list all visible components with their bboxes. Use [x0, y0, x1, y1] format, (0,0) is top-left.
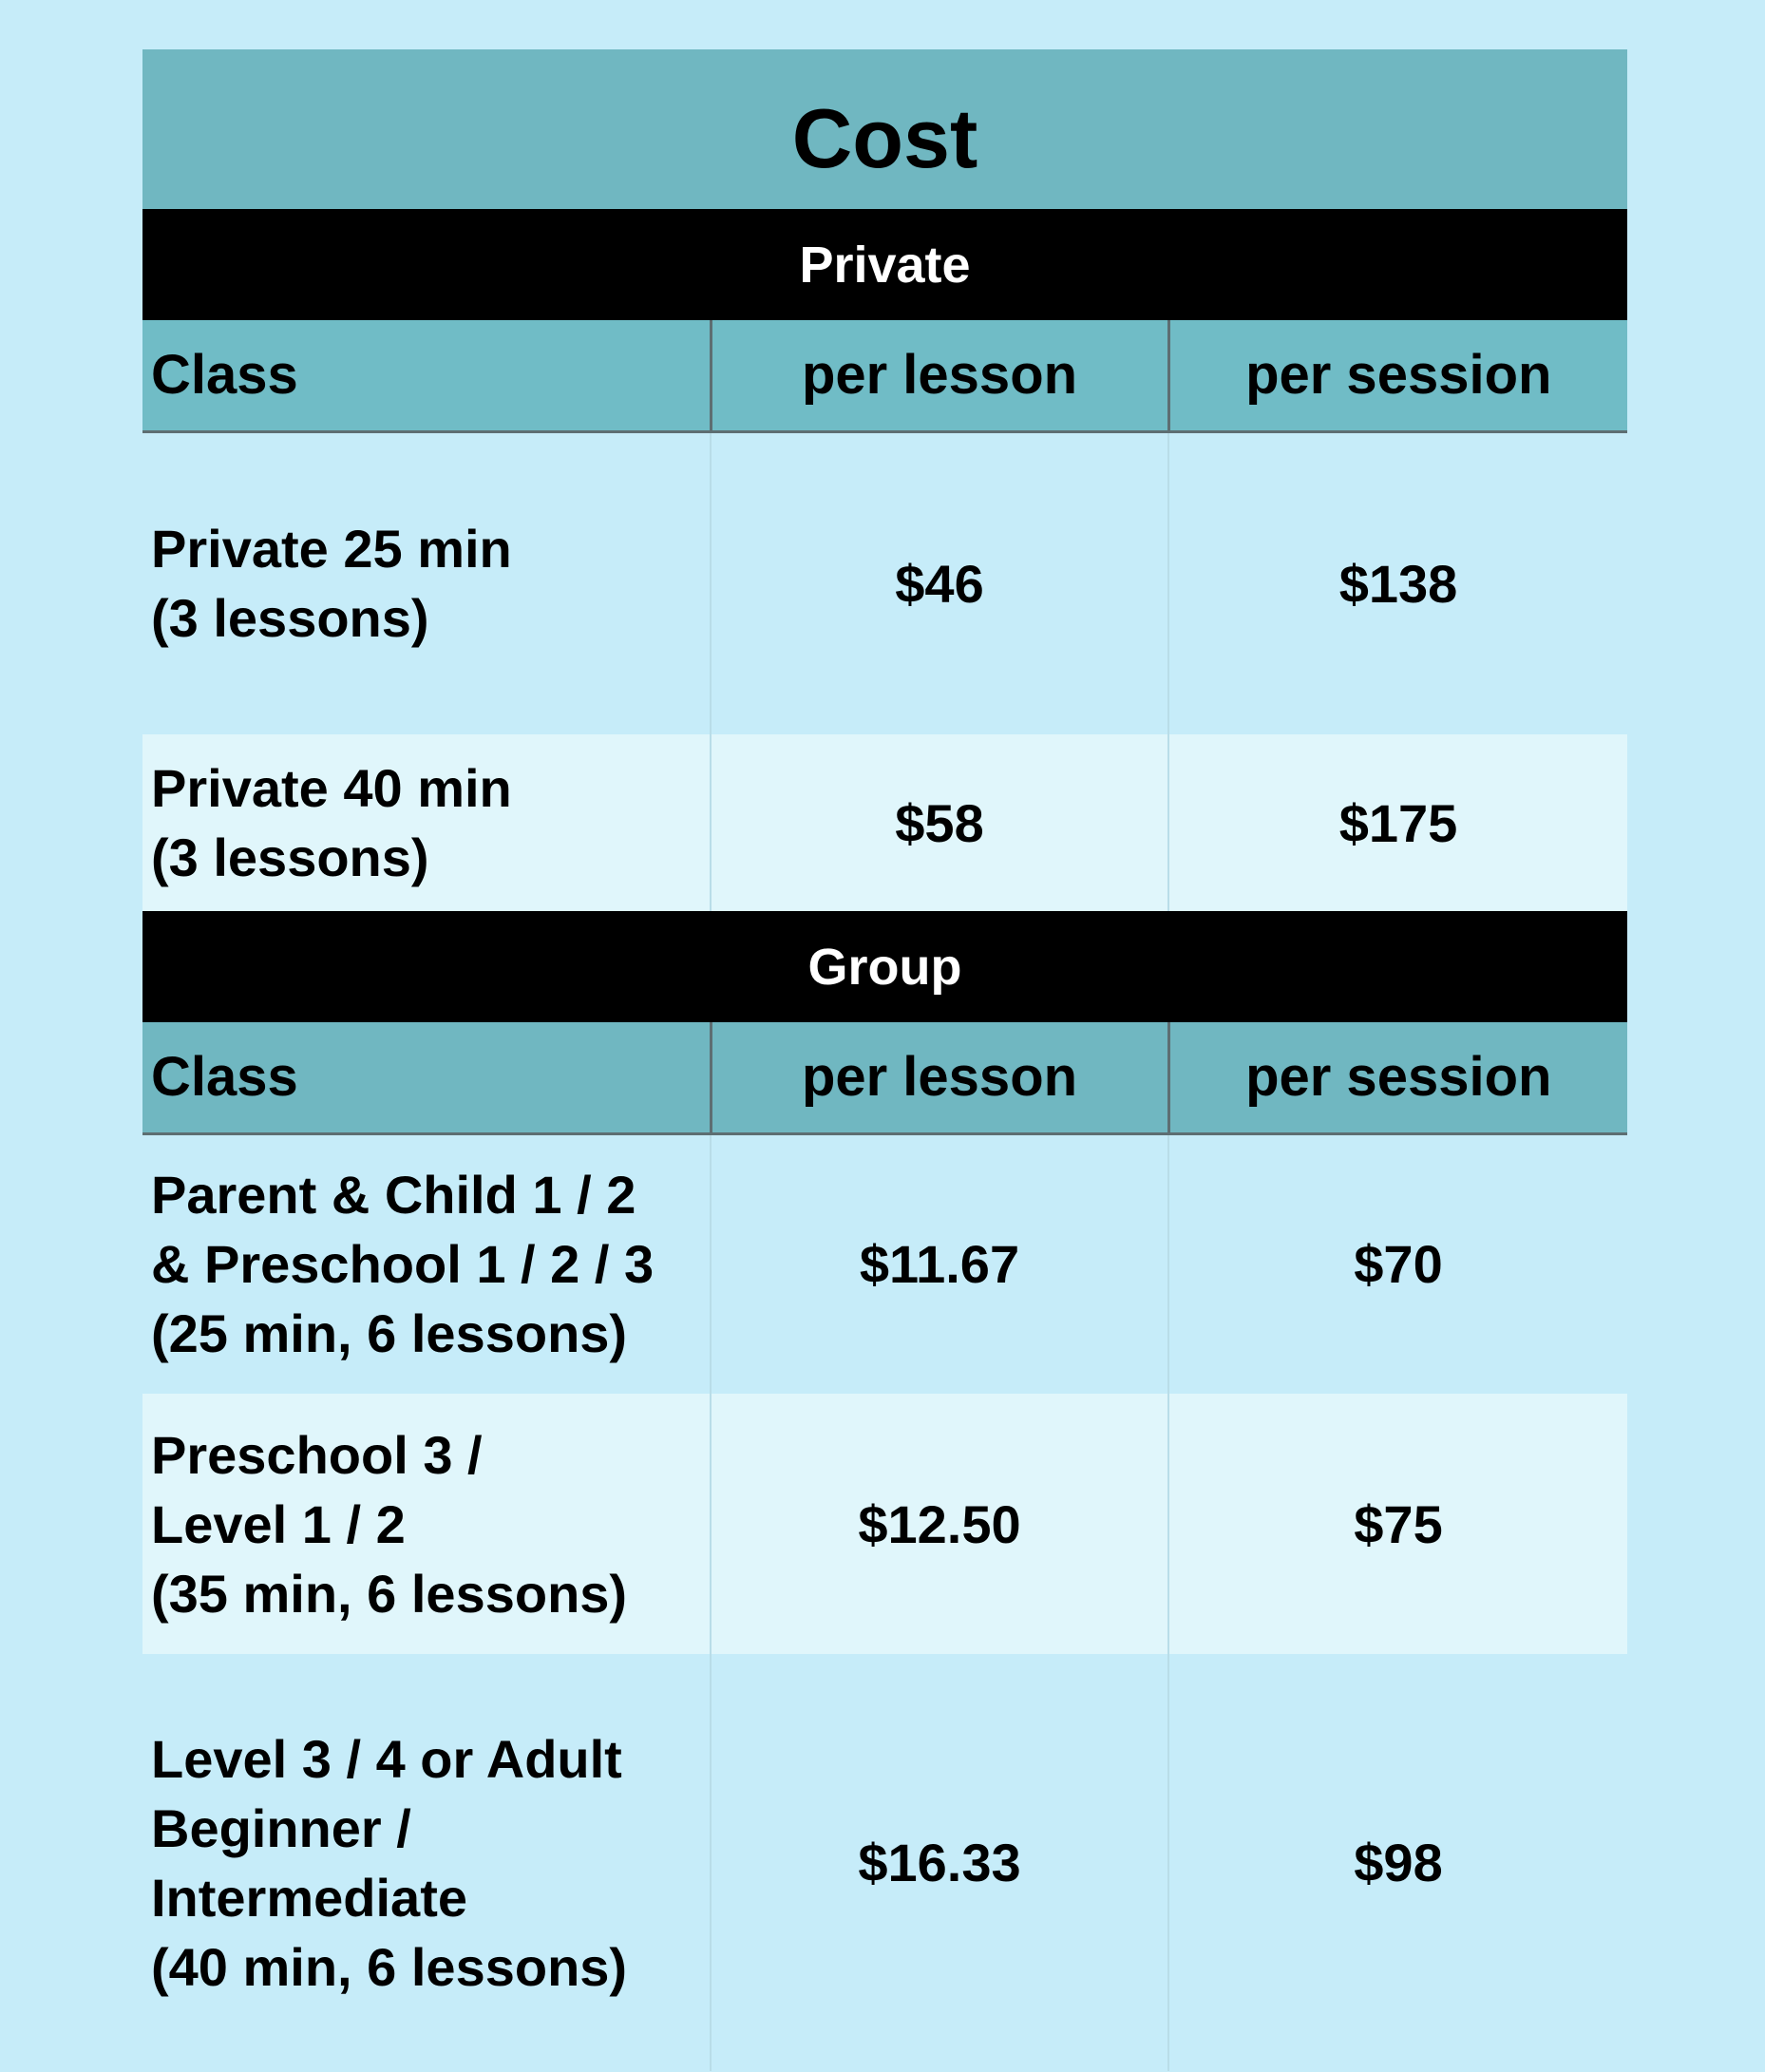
- header-per-lesson: per lesson: [711, 1022, 1168, 1133]
- table-row: [142, 431, 1627, 734]
- class-cell: [142, 1394, 711, 1654]
- per-lesson-cell: $16.33: [711, 1654, 1168, 2071]
- table-row: [142, 1654, 1627, 2071]
- per-lesson-cell: $12.50: [711, 1394, 1168, 1654]
- class-line: Beginner /: [151, 1797, 411, 1858]
- title-row: [142, 49, 1627, 209]
- class-line: Private 25 min: [151, 519, 512, 580]
- per-lesson-cell: $46: [711, 431, 1168, 734]
- per-session-cell: $75: [1168, 1394, 1627, 1654]
- class-line: (40 min, 6 lessons): [151, 1936, 628, 1997]
- per-session-cell: $175: [1168, 734, 1627, 911]
- section-label-private: Private: [142, 209, 1627, 320]
- header-row-private: [142, 320, 1627, 431]
- header-class: Class: [142, 320, 711, 431]
- header-per-lesson: per lesson: [711, 320, 1168, 431]
- table-title: Cost: [142, 49, 1627, 209]
- class-line: Level 1 / 2: [151, 1493, 406, 1554]
- header-row-group: [142, 1022, 1627, 1133]
- class-line: Preschool 3 /: [151, 1424, 483, 1485]
- header-per-session: per session: [1168, 320, 1627, 431]
- class-cell: [142, 1133, 711, 1394]
- per-lesson-cell: $58: [711, 734, 1168, 911]
- per-session-cell: $138: [1168, 431, 1627, 734]
- table-row: [142, 734, 1627, 911]
- class-cell: [142, 431, 711, 734]
- per-session-cell: $70: [1168, 1133, 1627, 1394]
- class-cell: [142, 734, 711, 911]
- class-cell: [142, 1654, 711, 2071]
- class-line: (35 min, 6 lessons): [151, 1563, 628, 1624]
- class-line: (3 lessons): [151, 588, 429, 649]
- class-line: (25 min, 6 lessons): [151, 1303, 628, 1364]
- class-line: Level 3 / 4 or Adult: [151, 1728, 622, 1789]
- class-line: & Preschool 1 / 2 / 3: [151, 1234, 655, 1295]
- section-row-group: [142, 911, 1627, 1022]
- class-line: Parent & Child 1 / 2: [151, 1165, 636, 1226]
- header-class: Class: [142, 1022, 711, 1133]
- section-row-private: [142, 209, 1627, 320]
- class-line: (3 lessons): [151, 827, 429, 887]
- header-per-session: per session: [1168, 1022, 1627, 1133]
- per-lesson-cell: $11.67: [711, 1133, 1168, 1394]
- table-row: [142, 1394, 1627, 1654]
- per-session-cell: $98: [1168, 1654, 1627, 2071]
- cost-table: [142, 49, 1627, 2071]
- section-label-group: Group: [142, 911, 1627, 1022]
- table-row: [142, 1133, 1627, 1394]
- class-line: Private 40 min: [151, 758, 512, 818]
- class-line: Intermediate: [151, 1867, 467, 1928]
